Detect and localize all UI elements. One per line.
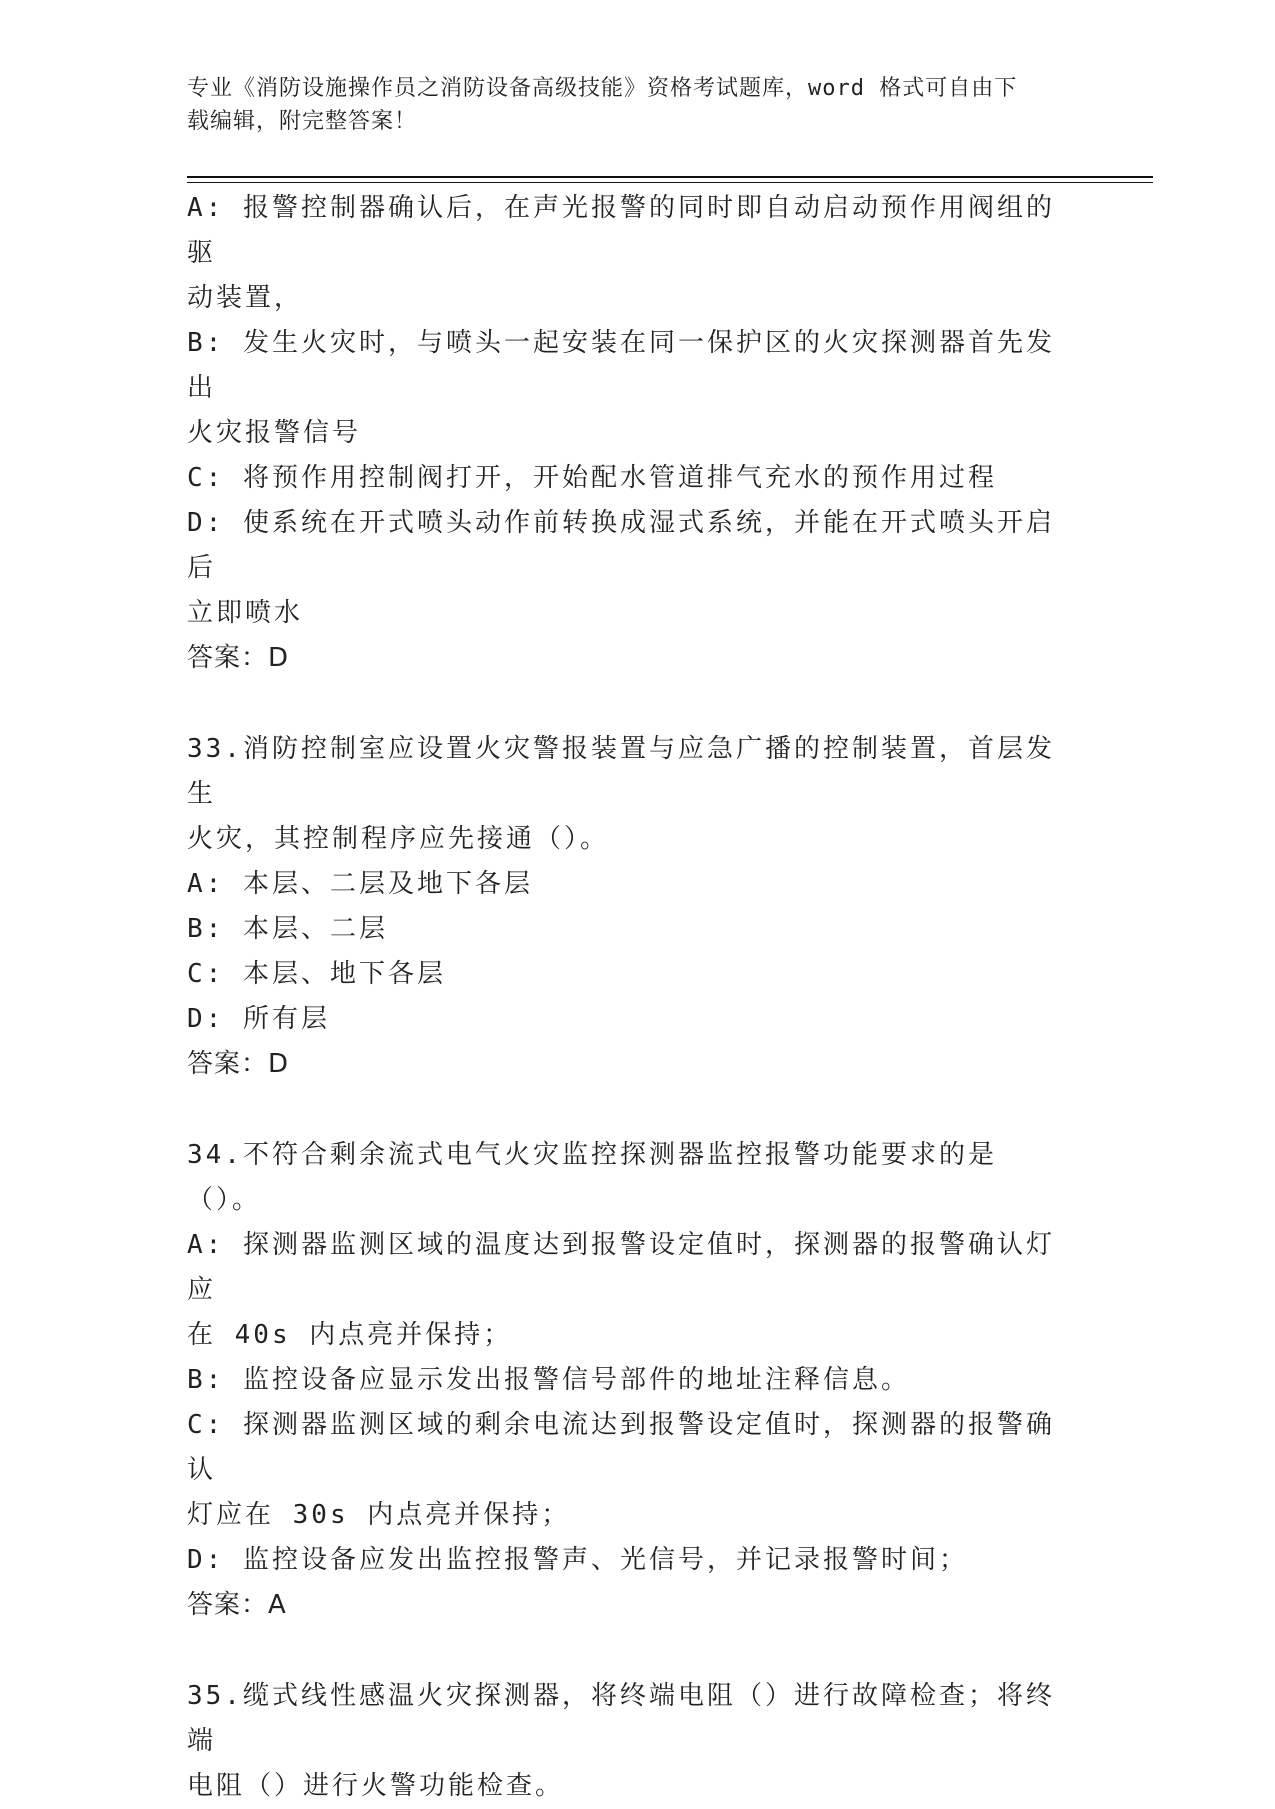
question-34 bbox=[187, 1133, 1067, 1628]
header-rule-thin bbox=[187, 182, 1153, 183]
answer-value: D bbox=[268, 643, 290, 673]
answer-label: 答案： bbox=[187, 1049, 269, 1079]
question-33 bbox=[187, 727, 1067, 1087]
question-content bbox=[187, 186, 1067, 1809]
spacer bbox=[187, 1087, 1067, 1133]
answer-line bbox=[187, 1583, 1067, 1628]
spacer bbox=[187, 1628, 1067, 1674]
question-32-options bbox=[187, 186, 1067, 681]
option-b-line-1: B: 发生火灾时，与喷头一起安装在同一保护区的火灾探测器首先发出 bbox=[187, 328, 1055, 403]
question-stem-line-2: 电阻（）进行火警功能检查。 bbox=[187, 1771, 565, 1801]
spacer bbox=[187, 681, 1067, 727]
option-a-line-2: 动装置， bbox=[187, 283, 304, 313]
answer-line bbox=[187, 1042, 1067, 1087]
option-c-line-2: 灯应在 30s 内点亮并保持； bbox=[187, 1500, 571, 1530]
answer-value: A bbox=[268, 1590, 287, 1620]
option-d-line-1: D: 监控设备应发出监控报警声、光信号，并记录报警时间； bbox=[187, 1545, 968, 1575]
option-c-line-1: C: 探测器监测区域的剩余电流达到报警设定值时，探测器的报警确认 bbox=[187, 1410, 1055, 1485]
option-a: A: 本层、二层及地下各层 bbox=[187, 869, 533, 899]
option-a-line-2: 在 40s 内点亮并保持； bbox=[187, 1320, 513, 1350]
header-rule-thick bbox=[187, 176, 1153, 178]
question-stem-line-2: 火灾，其控制程序应先接通（）。 bbox=[187, 824, 610, 854]
answer-label: 答案： bbox=[187, 1590, 269, 1620]
option-a-line-1: A: 探测器监测区域的温度达到报警设定值时，探测器的报警确认灯应 bbox=[187, 1230, 1055, 1305]
option-b-line-2: 火灾报警信号 bbox=[187, 418, 362, 448]
option-c: C: 本层、地下各层 bbox=[187, 959, 446, 989]
question-35 bbox=[187, 1674, 1067, 1809]
answer-value: D bbox=[268, 1049, 290, 1079]
option-d: D: 所有层 bbox=[187, 1004, 330, 1034]
answer-line bbox=[187, 636, 1067, 681]
option-b-line-1: B: 监控设备应显示发出报警信号部件的地址注释信息。 bbox=[187, 1365, 910, 1395]
question-stem-line-1: 35.缆式线性感温火灾探测器，将终端电阻（）进行故障检查；将终端 bbox=[187, 1681, 1055, 1756]
option-c-line-1: C: 将预作用控制阀打开，开始配水管道排气充水的预作用过程 bbox=[187, 463, 997, 493]
page-header bbox=[187, 72, 1067, 138]
question-stem-line-1: 33.消防控制室应设置火灾警报装置与应急广播的控制装置，首层发生 bbox=[187, 734, 1055, 809]
header-line-1: 专业《消防设施操作员之消防设备高级技能》资格考试题库，word 格式可自由下 bbox=[187, 76, 1018, 101]
option-d-line-1: D: 使系统在开式喷头动作前转换成湿式系统，并能在开式喷头开启后 bbox=[187, 508, 1055, 583]
header-line-2: 载编辑，附完整答案！ bbox=[187, 109, 418, 134]
option-d-line-2: 立即喷水 bbox=[187, 598, 304, 628]
answer-label: 答案： bbox=[187, 643, 269, 673]
question-stem-line-1: 34.不符合剩余流式电气火灾监控探测器监控报警功能要求的是（）。 bbox=[187, 1140, 997, 1215]
option-a-line-1: A: 报警控制器确认后，在声光报警的同时即自动启动预作用阀组的驱 bbox=[187, 193, 1055, 268]
option-b: B: 本层、二层 bbox=[187, 914, 388, 944]
